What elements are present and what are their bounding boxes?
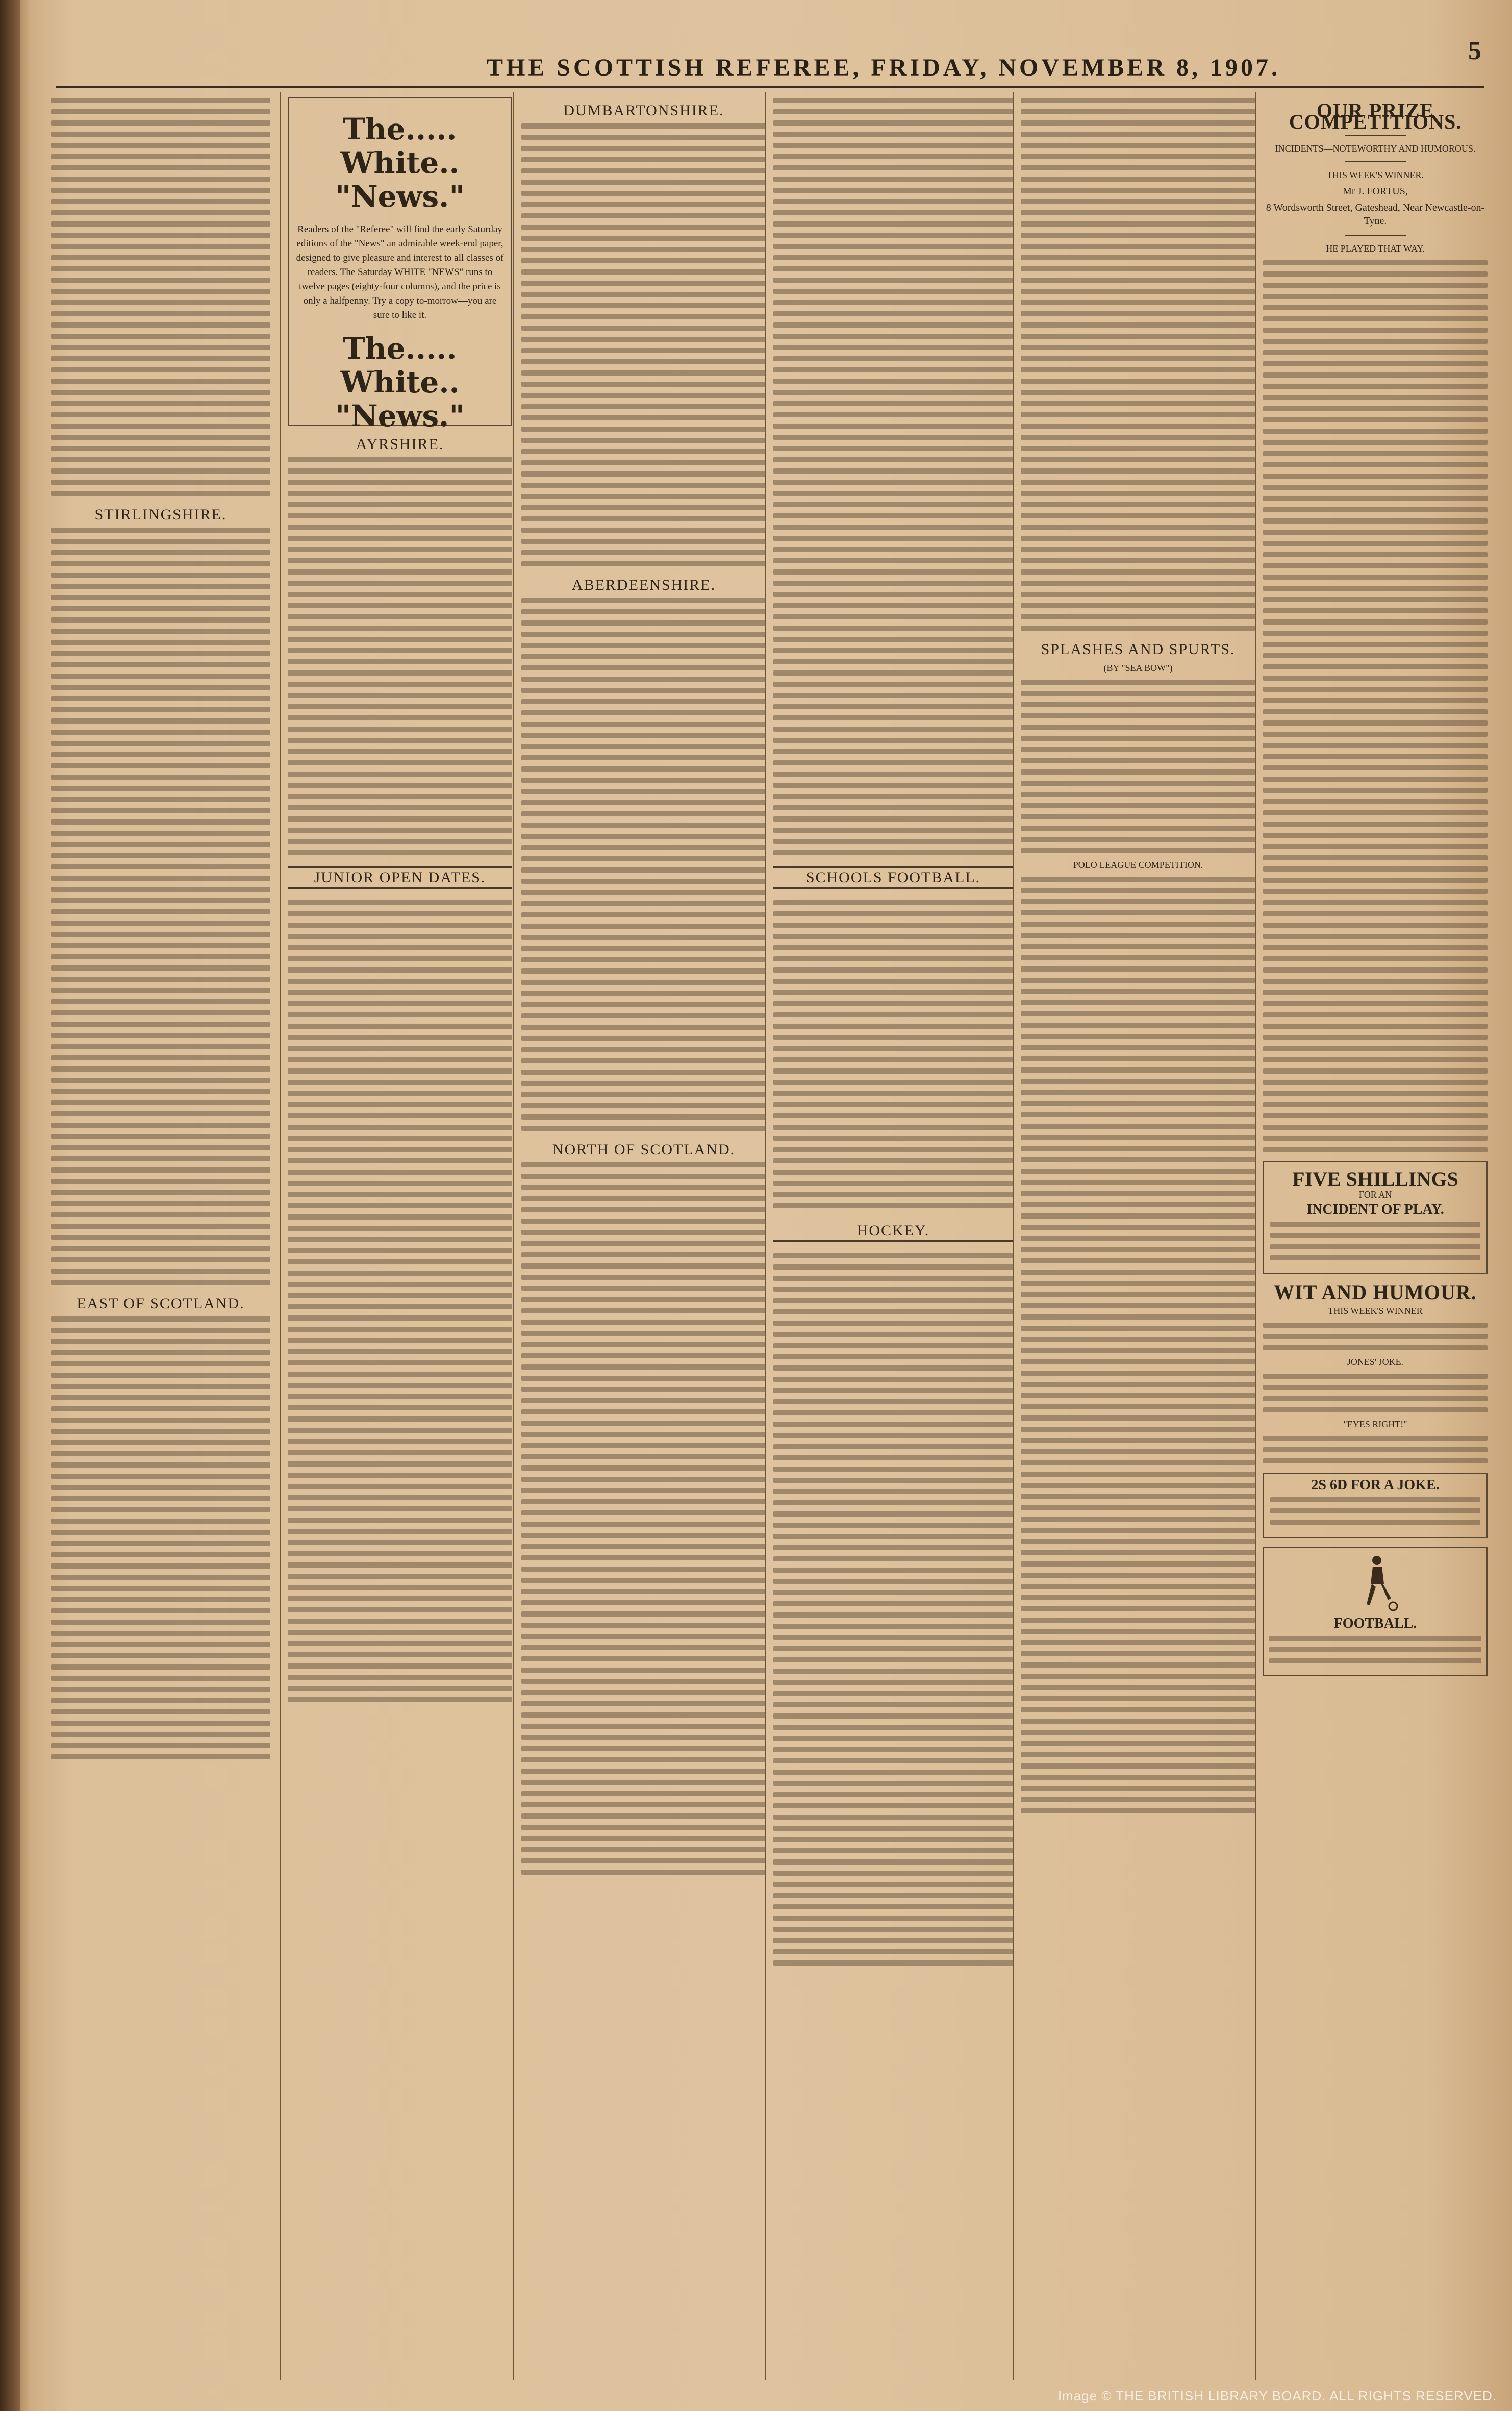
footballer-illustration bbox=[1352, 1553, 1398, 1614]
joke-price-box bbox=[1263, 1473, 1488, 1538]
promo-text: Readers of the "Referee" will find the early Saturday editions of the "News" an admirable week-end paper, designed to give pleasure and interest to all classes of readers. The Saturday WHITE "NEWS" runs to twelve pages (eighty-four columns), and the price is only a halfpenny. Try a copy to-morrow—you are sure to like it. bbox=[296, 224, 504, 320]
body-text-block bbox=[773, 1253, 1013, 1966]
body-text-block bbox=[51, 528, 270, 1285]
binding-gutter bbox=[0, 0, 20, 2411]
body-text-block bbox=[1021, 1011, 1255, 1813]
football-advert-title: FOOTBALL. bbox=[1333, 1615, 1417, 1631]
promo-title-repeat: The..... White.. "News." bbox=[335, 331, 465, 433]
section-heading: ABERDEENSHIRE. bbox=[571, 577, 716, 593]
body-text-block bbox=[521, 123, 766, 566]
body-text-block bbox=[51, 98, 270, 496]
column-2 bbox=[280, 92, 519, 2380]
league-results-block bbox=[773, 98, 1013, 855]
section-heading: EAST OF SCOTLAND. bbox=[77, 1295, 245, 1312]
week-winner-heading: THIS WEEK'S WINNER. bbox=[1326, 170, 1424, 180]
body-text-block bbox=[521, 1162, 766, 1875]
section-heading: SPLASHES AND SPURTS. bbox=[1041, 641, 1236, 658]
wit-winner-heading: THIS WEEK'S WINNER bbox=[1328, 1306, 1423, 1316]
body-text-block bbox=[521, 598, 766, 1131]
column-4 bbox=[765, 92, 1020, 2380]
page-number: 5 bbox=[1468, 36, 1481, 65]
body-text-block bbox=[773, 900, 1013, 1208]
column-5 bbox=[1013, 92, 1263, 2380]
league-table bbox=[1021, 877, 1255, 1005]
column-1 bbox=[51, 92, 278, 2380]
body-text-block bbox=[1021, 98, 1255, 631]
wit-humour-heading: WIT AND HUMOUR. bbox=[1274, 1281, 1477, 1304]
table-title: POLO LEAGUE COMPETITION. bbox=[1073, 860, 1203, 870]
column-6 bbox=[1255, 92, 1495, 2380]
section-heading: AYRSHIRE. bbox=[356, 436, 444, 453]
section-heading: SCHOOLS FOOTBALL. bbox=[773, 866, 1013, 889]
for-an-text: FOR AN bbox=[1358, 1189, 1392, 1200]
byline: (BY "SEA BOW") bbox=[1103, 663, 1173, 673]
masthead-rule bbox=[56, 86, 1484, 88]
joke-price-title: 2S 6D FOR A JOKE. bbox=[1311, 1477, 1440, 1493]
section-heading: STIRLINGSHIRE. bbox=[94, 506, 227, 523]
masthead-title: THE SCOTTISH REFEREE, FRIDAY, NOVEMBER 8, 1907. bbox=[486, 54, 1281, 81]
prize-competitions-heading: OUR PRIZE COMPETITIONS. bbox=[1289, 99, 1462, 133]
copyright-credit: Image © THE BRITISH LIBRARY BOARD. ALL RIGHTS RESERVED. bbox=[1057, 2388, 1497, 2403]
five-shillings-title: FIVE SHILLINGS bbox=[1292, 1167, 1458, 1190]
body-text-block bbox=[1263, 260, 1488, 1152]
section-heading: JUNIOR OPEN DATES. bbox=[288, 866, 512, 889]
body-text-block bbox=[51, 1316, 270, 1759]
masthead bbox=[286, 36, 1481, 82]
section-heading: DUMBARTONSHIRE. bbox=[563, 102, 724, 119]
section-heading: HOCKEY. bbox=[773, 1220, 1013, 1242]
body-text-block bbox=[1021, 680, 1255, 853]
football-advert bbox=[1263, 1547, 1488, 1676]
incident-of-play-title: INCIDENT OF PLAY. bbox=[1306, 1202, 1444, 1217]
eyes-right-title: "EYES RIGHT!" bbox=[1343, 1419, 1407, 1429]
five-shillings-box bbox=[1263, 1161, 1488, 1274]
jones-joke-title: JONES' JOKE. bbox=[1347, 1357, 1404, 1367]
winner-address: 8 Wordsworth Street, Gateshead, Near Newcastle-on-Tyne. bbox=[1266, 202, 1485, 227]
prize-subheading: INCIDENTS—NOTEWORTHY AND HUMOROUS. bbox=[1275, 143, 1476, 154]
white-news-advert bbox=[288, 97, 512, 433]
column-3 bbox=[513, 92, 773, 2380]
body-text-block bbox=[288, 457, 512, 855]
body-text-block bbox=[288, 900, 512, 1702]
section-heading: NORTH OF SCOTLAND. bbox=[552, 1141, 736, 1158]
winner-name: Mr J. FORTUS, bbox=[1343, 186, 1408, 197]
promo-title: The..... White.. "News." bbox=[335, 112, 465, 214]
story-title: HE PLAYED THAT WAY. bbox=[1326, 243, 1425, 254]
